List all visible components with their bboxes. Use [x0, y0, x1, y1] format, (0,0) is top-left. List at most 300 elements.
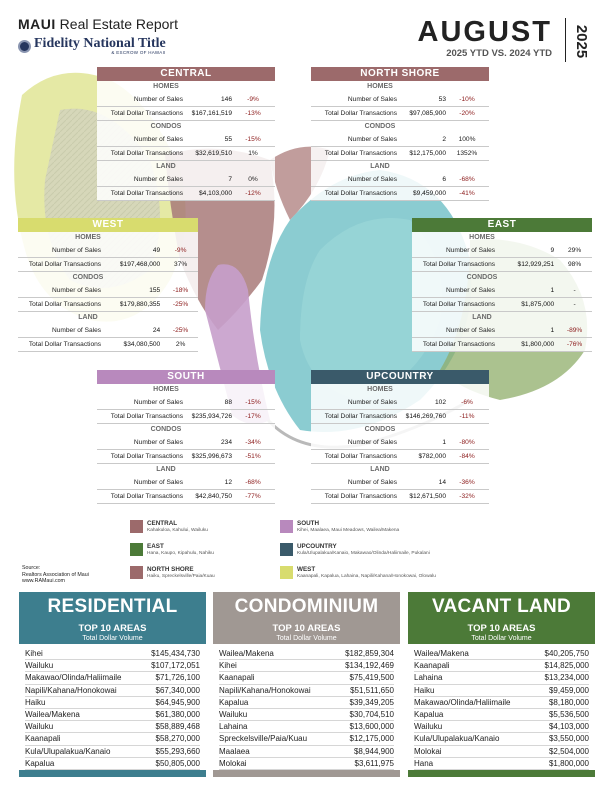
- west-land-heading: LAND: [78, 314, 98, 321]
- west-condos-sales-row: [18, 284, 198, 298]
- west-condos-dollars-row: [18, 298, 198, 312]
- source-org: Realtors Association of Maui: [22, 571, 89, 578]
- top10-value: $64,945,900: [155, 697, 200, 707]
- row-value: $179,880,355: [119, 301, 161, 308]
- top10-item: [25, 746, 200, 758]
- row-label: Number of Sales: [347, 439, 397, 446]
- row-label: Total Dollar Transactions: [110, 453, 183, 460]
- row-label: Number of Sales: [133, 136, 183, 143]
- legend-desc: Kaanapali, Kapalua, Lahaina, Napili/Kahana/Honokowai, Olowalu: [297, 574, 436, 579]
- legend-desc: Kula/Ulupalakua/Kanaio, Makawao/Olinda/Haliimaile, Pukalani: [297, 551, 430, 556]
- row-label: Number of Sales: [51, 287, 102, 294]
- upcountry-homes-sales-row: [311, 396, 489, 410]
- north-shore-condos-dollars-row: [311, 147, 489, 161]
- top10-item: [219, 672, 394, 684]
- row-label: Total Dollar Transactions: [324, 493, 397, 500]
- legend-name: SOUTH: [297, 520, 320, 527]
- row-percent: -41%: [459, 190, 475, 197]
- top10-item: [219, 685, 394, 697]
- top10-area: Molokai: [219, 758, 247, 768]
- top10-value: $4,103,000: [548, 722, 589, 732]
- row-percent: -6%: [461, 399, 473, 406]
- card-north-shore: [311, 67, 489, 201]
- top10-area: Molokai: [414, 746, 442, 756]
- top10-area: Wailea/Makena: [219, 649, 274, 658]
- row-percent: -17%: [245, 413, 261, 420]
- row-value: $146,269,760: [405, 413, 446, 420]
- north-shore-condos-heading: CONDOS: [364, 123, 396, 130]
- top10-value: $9,459,000: [548, 685, 589, 695]
- top10-item: [414, 746, 589, 758]
- legend-name: UPCOUNTRY: [297, 543, 337, 550]
- central-land-sales-row: [97, 173, 275, 187]
- top10-value: $75,419,500: [349, 673, 394, 683]
- row-value: 7: [228, 176, 232, 183]
- top10-value: $2,504,000: [548, 746, 589, 756]
- upcountry-land-sales-row: [311, 476, 489, 490]
- east-land-sales-row: [412, 324, 592, 338]
- row-percent: -89%: [566, 327, 583, 334]
- row-value: 1: [550, 327, 555, 334]
- top10-value: $12,175,000: [349, 734, 394, 744]
- row-label: Number of Sales: [133, 399, 183, 406]
- top10-area: Makawao/Olinda/Haliimaile: [25, 673, 122, 683]
- central-homes-heading: HOMES: [153, 83, 179, 90]
- legend-west-swatch: [280, 566, 293, 579]
- north-shore-land-heading: LAND: [370, 163, 390, 170]
- report-title: [18, 16, 178, 32]
- panel-subtitle: TOP 10 AREAS: [467, 623, 536, 634]
- legend-east-swatch: [130, 543, 143, 556]
- east-condos-dollars-row: [412, 298, 592, 312]
- south-condos-dollars-row: [97, 450, 275, 464]
- top10-area: Wailuku: [414, 722, 443, 732]
- row-percent: 2%: [175, 341, 186, 348]
- row-label: Total Dollar Transactions: [28, 341, 102, 348]
- west-homes-sales-row: [18, 244, 198, 258]
- top10-value: $55,293,660: [155, 746, 200, 756]
- panel-condominium: [213, 592, 400, 777]
- top10-area: Lahaina: [219, 722, 248, 732]
- row-label: Total Dollar Transactions: [422, 301, 496, 308]
- top10-item: [219, 746, 394, 758]
- upcountry-condos-sales-row: [311, 436, 489, 450]
- legend-upcountry: [280, 543, 430, 557]
- legend-name: NORTH SHORE: [147, 566, 194, 573]
- row-percent: -15%: [245, 136, 261, 143]
- row-label: Number of Sales: [51, 247, 102, 254]
- row-value: 102: [434, 399, 446, 406]
- row-percent: -80%: [459, 439, 475, 446]
- row-label: Total Dollar Transactions: [28, 261, 102, 268]
- legend-north-shore-swatch: [130, 566, 143, 579]
- upcountry-condos-dollars-row: [311, 450, 489, 464]
- legend-desc: Kahakuloa, Kahului, Wailuku: [147, 528, 208, 533]
- brand-logo: [18, 37, 166, 55]
- legend-upcountry-swatch: [280, 543, 293, 556]
- legend-west: [280, 566, 436, 580]
- top10-value: $58,270,000: [155, 734, 200, 744]
- central-condos-sales-row: [97, 133, 275, 147]
- row-value: $1,875,000: [521, 301, 555, 308]
- panel-subtitle-2: Total Dollar Volume: [276, 635, 337, 642]
- row-value: 14: [438, 479, 446, 486]
- row-value: $197,468,000: [119, 261, 161, 268]
- top10-item: [25, 685, 200, 697]
- row-percent: -10%: [459, 96, 475, 103]
- west-condos-heading: CONDOS: [72, 274, 104, 281]
- panel-residential-subtitle: [19, 622, 206, 644]
- report-year-box: [571, 18, 593, 64]
- top10-list: [213, 644, 400, 770]
- top10-item: [25, 660, 200, 672]
- top10-item: [25, 721, 200, 733]
- row-percent: -25%: [172, 301, 189, 308]
- top10-value: $61,380,000: [155, 709, 200, 719]
- top10-item: [414, 697, 589, 709]
- row-percent: -9%: [174, 247, 187, 254]
- top10-area: Maalaea: [219, 746, 250, 756]
- top10-item: [414, 733, 589, 745]
- top10-value: $8,944,900: [353, 746, 394, 756]
- row-value: $1,800,000: [521, 341, 555, 348]
- row-percent: -: [573, 301, 576, 308]
- west-land-sales-row: [18, 324, 198, 338]
- top10-item: [414, 709, 589, 721]
- row-label: Number of Sales: [445, 247, 496, 254]
- report-month: AUGUST: [417, 16, 552, 48]
- top10-area: Kaanapali: [25, 734, 61, 744]
- header-divider: [565, 18, 566, 62]
- row-value: 1: [550, 287, 555, 294]
- card-central: [97, 67, 275, 201]
- row-percent: -68%: [459, 176, 475, 183]
- row-percent: -12%: [245, 190, 261, 197]
- panel-condominium-title: CONDOMINIUM: [234, 596, 379, 617]
- top10-area: Kapalua: [25, 758, 55, 768]
- top10-item: [414, 660, 589, 672]
- central-homes-sales-row: [97, 93, 275, 107]
- row-value: $9,459,000: [412, 190, 446, 197]
- card-upcountry: [311, 370, 489, 504]
- source-url[interactable]: www.RAMaui.com: [22, 578, 65, 584]
- top10-value: $50,805,000: [155, 758, 200, 768]
- top10-value: $39,349,205: [349, 697, 394, 707]
- row-label: Number of Sales: [445, 287, 496, 294]
- central-homes-dollars-row: [97, 107, 275, 121]
- row-label: Number of Sales: [133, 479, 183, 486]
- top10-area: Haiku: [25, 697, 46, 707]
- card-east-title: EAST: [412, 218, 592, 232]
- south-homes-dollars-row: [97, 410, 275, 424]
- top10-item: [25, 709, 200, 721]
- row-value: 24: [152, 327, 161, 334]
- top10-value: $1,800,000: [548, 758, 589, 768]
- row-label: Total Dollar Transactions: [324, 453, 397, 460]
- west-homes-heading: HOMES: [75, 234, 101, 241]
- top10-value: $13,600,000: [349, 722, 394, 732]
- row-label: Number of Sales: [133, 439, 183, 446]
- north-shore-land-sales-row: [311, 173, 489, 187]
- row-value: $34,080,500: [123, 341, 161, 348]
- panel-subtitle-2: Total Dollar Volume: [82, 635, 143, 642]
- south-condos-heading: CONDOS: [150, 426, 182, 433]
- row-percent: -84%: [459, 453, 475, 460]
- legend-name: EAST: [147, 543, 164, 550]
- row-percent: 98%: [568, 261, 582, 268]
- top10-value: $30,704,510: [349, 709, 394, 719]
- row-value: $12,929,251: [517, 261, 555, 268]
- row-value: 88: [224, 399, 232, 406]
- row-percent: -20%: [459, 110, 475, 117]
- top10-area: Wailea/Makena: [25, 709, 80, 719]
- top10-area: Wailea/Makena: [414, 649, 469, 658]
- row-percent: -: [573, 287, 576, 294]
- row-percent: 37%: [174, 261, 188, 268]
- top10-area: Haiku: [414, 685, 435, 695]
- legend-name: CENTRAL: [147, 520, 178, 527]
- top10-value: $51,511,650: [350, 685, 394, 695]
- row-label: Number of Sales: [133, 176, 183, 183]
- row-value: $167,161,519: [191, 110, 232, 117]
- source-label: Source:: [22, 565, 41, 571]
- row-value: 146: [220, 96, 232, 103]
- north-shore-homes-sales-row: [311, 93, 489, 107]
- top10-value: $58,889,468: [155, 722, 200, 732]
- row-value: 155: [149, 287, 161, 294]
- row-percent: -13%: [245, 110, 261, 117]
- west-homes-dollars-row: [18, 258, 198, 272]
- brand-sub: & ESCROW OF HAWAII: [111, 50, 166, 55]
- top10-item: [219, 709, 394, 721]
- east-homes-heading: HOMES: [469, 234, 495, 241]
- row-percent: -32%: [459, 493, 475, 500]
- top10-value: $5,536,500: [548, 709, 589, 719]
- card-south: [97, 370, 275, 504]
- row-percent: -76%: [566, 341, 583, 348]
- top10-item: [25, 758, 200, 770]
- legend-desc: Kihei, Maalaea, Maui Meadows, Wailea/Makena: [297, 528, 400, 533]
- upcountry-condos-heading: CONDOS: [364, 426, 396, 433]
- row-label: Number of Sales: [51, 327, 102, 334]
- central-condos-dollars-row: [97, 147, 275, 161]
- central-condos-heading: CONDOS: [150, 123, 182, 130]
- top10-value: $107,172,051: [151, 661, 200, 671]
- upcountry-homes-heading: HOMES: [367, 386, 393, 393]
- legend-name: WEST: [297, 566, 316, 573]
- row-label: Total Dollar Transactions: [324, 150, 397, 157]
- legend-central: [130, 520, 208, 534]
- top10-item: [219, 697, 394, 709]
- row-value: 9: [550, 247, 555, 254]
- top10-item: [219, 721, 394, 733]
- row-value: 1: [442, 439, 446, 446]
- top10-item: [219, 660, 394, 672]
- central-land-dollars-row: [97, 187, 275, 201]
- top10-value: $8,180,000: [548, 697, 589, 707]
- row-label: Number of Sales: [347, 176, 397, 183]
- row-value: $97,085,900: [409, 110, 446, 117]
- top10-item: [414, 758, 589, 770]
- row-percent: -68%: [245, 479, 261, 486]
- row-label: Number of Sales: [133, 96, 183, 103]
- top10-list: [19, 644, 206, 770]
- row-label: Total Dollar Transactions: [324, 413, 397, 420]
- panel-vacant-land-subtitle: [408, 622, 595, 644]
- row-percent: -15%: [245, 399, 261, 406]
- brand-name: Fidelity National Title: [34, 36, 166, 51]
- row-percent: -36%: [459, 479, 475, 486]
- card-upcountry-title: UPCOUNTRY: [311, 370, 489, 384]
- top10-value: $3,611,975: [354, 758, 394, 768]
- row-percent: -18%: [172, 287, 189, 294]
- north-shore-condos-sales-row: [311, 133, 489, 147]
- top10-value: $40,205,750: [544, 649, 589, 658]
- south-land-heading: LAND: [156, 466, 176, 473]
- central-land-heading: LAND: [156, 163, 176, 170]
- row-percent: 100%: [458, 136, 476, 143]
- row-label: Number of Sales: [347, 136, 397, 143]
- top10-item: [414, 648, 589, 660]
- row-value: $782,000: [418, 453, 446, 460]
- top10-area: Napili/Kahana/Honokowai: [25, 685, 117, 695]
- row-label: Total Dollar Transactions: [110, 190, 183, 197]
- row-value: 53: [438, 96, 446, 103]
- row-percent: 29%: [568, 247, 582, 254]
- top10-value: $13,234,000: [544, 673, 589, 683]
- legend-desc: Haiku, Spreckelsville/Paia/Kuau: [147, 574, 215, 579]
- top10-item: [25, 733, 200, 745]
- row-value: $235,934,726: [191, 413, 232, 420]
- top10-value: $182,859,304: [345, 649, 394, 658]
- card-south-title: SOUTH: [97, 370, 275, 384]
- card-west-title: WEST: [18, 218, 198, 232]
- row-label: Total Dollar Transactions: [324, 190, 397, 197]
- row-label: Total Dollar Transactions: [110, 413, 183, 420]
- brand-seal-icon: [18, 40, 31, 53]
- top10-area: Kihei: [25, 649, 43, 658]
- legend-east: [130, 543, 214, 557]
- top10-area: Hana: [414, 758, 434, 768]
- top10-item: [25, 672, 200, 684]
- panel-vacant-land-title: VACANT LAND: [431, 596, 572, 617]
- row-value: 234: [220, 439, 232, 446]
- upcountry-land-heading: LAND: [370, 466, 390, 473]
- legend-north-shore: [130, 566, 215, 580]
- top10-list: [408, 644, 595, 770]
- panel-subtitle-2: Total Dollar Volume: [471, 635, 532, 642]
- row-label: Total Dollar Transactions: [324, 110, 397, 117]
- top10-item: [414, 721, 589, 733]
- panel-vacant-land: [408, 592, 595, 777]
- top10-area: Lahaina: [414, 673, 443, 683]
- row-label: Total Dollar Transactions: [422, 261, 496, 268]
- row-percent: -9%: [247, 96, 259, 103]
- row-percent: -25%: [172, 327, 189, 334]
- legend-south: [280, 520, 399, 534]
- card-east: [412, 218, 592, 352]
- top10-value: $3,550,000: [548, 734, 589, 744]
- top10-area: Kaanapali: [414, 661, 450, 671]
- row-label: Number of Sales: [445, 327, 496, 334]
- row-value: 6: [442, 176, 446, 183]
- top10-area: Kapalua: [414, 709, 444, 719]
- top10-area: Napili/Kahana/Honokowai: [219, 685, 311, 695]
- top10-item: [219, 733, 394, 745]
- east-land-dollars-row: [412, 338, 592, 352]
- top10-area: Kaanapali: [219, 673, 255, 683]
- north-shore-land-dollars-row: [311, 187, 489, 201]
- east-land-heading: LAND: [472, 314, 492, 321]
- row-value: $42,840,750: [195, 493, 232, 500]
- top10-area: Kihei: [219, 661, 237, 671]
- row-value: $325,996,673: [191, 453, 232, 460]
- panel-residential: [19, 592, 206, 777]
- top10-value: $71,726,100: [155, 673, 200, 683]
- top10-item: [25, 648, 200, 660]
- source-note: [22, 565, 89, 585]
- top10-item: [219, 758, 394, 770]
- row-label: Number of Sales: [347, 479, 397, 486]
- row-value: 49: [152, 247, 161, 254]
- card-west: [18, 218, 198, 352]
- row-label: Total Dollar Transactions: [422, 341, 496, 348]
- top10-value: $67,340,000: [155, 685, 200, 695]
- south-homes-heading: HOMES: [153, 386, 179, 393]
- row-percent: 1352%: [456, 150, 478, 157]
- row-label: Total Dollar Transactions: [110, 150, 183, 157]
- row-percent: -77%: [245, 493, 261, 500]
- top10-item: [219, 648, 394, 660]
- row-percent: -34%: [245, 439, 261, 446]
- south-homes-sales-row: [97, 396, 275, 410]
- north-shore-homes-dollars-row: [311, 107, 489, 121]
- row-label: Number of Sales: [347, 96, 397, 103]
- panel-subtitle: TOP 10 AREAS: [272, 623, 341, 634]
- legend-desc: Hana, Kaupo, Kipahulu, Nahiku: [147, 551, 214, 556]
- east-condos-heading: CONDOS: [466, 274, 498, 281]
- row-percent: -51%: [245, 453, 261, 460]
- top10-item: [25, 697, 200, 709]
- upcountry-homes-dollars-row: [311, 410, 489, 424]
- south-land-dollars-row: [97, 490, 275, 504]
- row-percent: 0%: [248, 176, 258, 183]
- panel-subtitle: TOP 10 AREAS: [78, 623, 147, 634]
- panel-residential-title: RESIDENTIAL: [47, 596, 178, 617]
- row-label: Total Dollar Transactions: [110, 110, 183, 117]
- row-percent: -11%: [459, 413, 475, 420]
- top10-area: Kula/Ulupalakua/Kanaio: [414, 734, 500, 744]
- top10-value: $14,825,000: [544, 661, 589, 671]
- top10-area: Kula/Ulupalakua/Kanaio: [25, 746, 111, 756]
- upcountry-land-dollars-row: [311, 490, 489, 504]
- top10-value: $134,192,469: [345, 661, 394, 671]
- east-condos-sales-row: [412, 284, 592, 298]
- west-land-dollars-row: [18, 338, 198, 352]
- top10-area: Makawao/Olinda/Haliimaile: [414, 697, 511, 707]
- top10-area: Wailuku: [219, 709, 248, 719]
- row-value: 2: [442, 136, 446, 143]
- row-label: Total Dollar Transactions: [110, 493, 183, 500]
- row-label: Number of Sales: [347, 399, 397, 406]
- top10-item: [414, 685, 589, 697]
- south-land-sales-row: [97, 476, 275, 490]
- south-condos-sales-row: [97, 436, 275, 450]
- region-name: MAUI: [18, 16, 56, 32]
- report-year: 2025: [573, 24, 591, 58]
- row-value: $12,671,500: [409, 493, 446, 500]
- card-central-title: CENTRAL: [97, 67, 275, 81]
